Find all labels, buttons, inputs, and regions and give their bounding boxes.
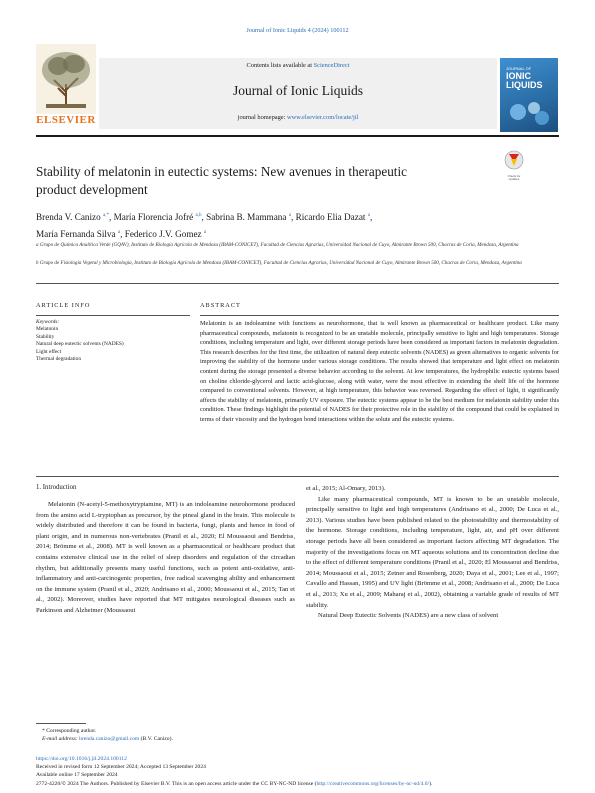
article-title [36, 163, 496, 198]
affiliation-b: b Grupo de Fisiología Vegetal y Microbiología, Instituto de Biología Agrícola de Mendoza (IBAM-CONICET), Facultad de Ciencias Agrarias, Universidad Nacional de Cuyo, Almirante Brown 500, Chacras de Coria, Mendoza, Argentina [36, 260, 522, 266]
abstract-heading: ABSTRACT [200, 302, 241, 309]
homepage-prefix: journal homepage: [237, 114, 288, 121]
article-info-rule [36, 315, 190, 316]
keyword: Melatonin [36, 326, 59, 333]
keyword: Stability [36, 333, 55, 340]
header-rule [36, 135, 559, 137]
section-heading-introduction: 1. Introduction [36, 484, 77, 491]
title-line-1: Stability of melatonin in eutectic systems: New avenues in therapeutic [36, 164, 407, 179]
email-suffix: (B.V. Canizo). [139, 736, 173, 743]
abstract-rule [200, 315, 559, 316]
article-history [36, 755, 559, 788]
license-line: 2772-4220/© 2024 The Authors. Published by Elsevier B.V. This is an open access article under the CC BY-NC-ND license (http://creativecommons.org/licenses/by-nc-nd/4.0/). [36, 780, 433, 787]
intro-paragraph-3: Natural Deep Eutectic Solvents (NADES) are a new class of solvent [318, 612, 499, 620]
doi-link[interactable]: https://doi.org/10.1016/j.jil.2024.100112 [36, 756, 127, 762]
check-for-updates-badge[interactable] [502, 150, 526, 182]
author[interactable]: Ricardo Elia Dazat $^a$ [295, 212, 371, 223]
journal-cover [500, 58, 558, 132]
license-link[interactable]: http://creativecommons.org/licenses/by-nc-nd/4.0/ [316, 780, 430, 787]
author[interactable]: Sabrina B. Mammana $^a$ [206, 212, 291, 223]
elsevier-logo [36, 44, 96, 126]
keyword: Natural deep eutectic solvents (NADES) [36, 341, 124, 348]
author[interactable]: María Fernanda Silva $^a$ [36, 229, 121, 240]
cover-line1: JOURNAL OF [506, 66, 532, 71]
homepage-line [99, 114, 497, 121]
footnote-rule [36, 723, 86, 724]
intro-paragraph-1: Melatonin (N-acetyl-5-methoxytryptamine, MT) is an indoleamine neurohormone produced from the amino acid L-tryptophan as precursor, by the pineal gland in the brain. This molecule is widely distributed and therefore it can be found in bacteria, fungi, plants and hence in food of plant origin, and in numerous non-vertebrates (Pranil et al., 2020; El Moussaoui and Bendriss, 2014; Brömme et al., 2008). MT is well known as a pharmaceutical or healthcare product that contains extensive clinical use in the relief of sleep disorders and regulation of the circadian rhythm, but additionally presents many useful functions, such as potent anti-oxidative, anti-inflammatory and anti-carcinogenic properties, free radical scavenging ability and enhancement on the immune system (Pranil et al., 2020; Andrisano et al., 2000; Moussaoui et al., 2015; Tan et al., 2002). Moreover, studies have reported that MT mitigates neurological diseases such as Parkinson and Alzheimer (Moussaoui [36, 501, 295, 614]
abstract-text: Melatonin is an indoleamine with functions as neurohormone, that is well known as pharmaceutical or healthcare product. Like many pharmaceutical compounds, melatonin is recognized to be an unstable molecule, principally sensitive to light and high temperatures. Storage conditions, including temperature and light, over different storage periods have been considered as important factors in melatonin degradation. This research describes for the first time, the utilization of natural deep eutectic solvents (NADES) as green alternatives to organic solvents for improving the stability of the hormone under various storage conditions. The results showed that temperature and light effect on melatonin content during the storage presented a diverse behavior according to the solvent. At low temperatures, the hydrophilic eutectic systems based on choline chloride-glycerol and lactic acid-glucose, along with water, were the most effective in extending the shelf life of the hormone compared to conventional solvents. However, at high temperature, this behavior was reversed. Regarding the effect of light, it significantly affects the stability of melatonin, primarily UV exposure. The eutectic systems appear to be the best medium for melatonin stability under this condition. These findings highlight the potential of NADES for their protective role in the stability of the compound that could be explained in terms of their viscosity and the hydrogen bond interactions within the solute and the eutectic systems. [200, 320, 559, 423]
corresponding-author-note: * Corresponding author. [42, 728, 97, 734]
author[interactable]: Federico J.V. Gomez $^a$ [124, 229, 207, 240]
affiliation-a: a Grupo de Química Analítica Verde (GQAV), Instituto de Biología Agrícola de Mendoza (IBAM-CONICET), Facultad de Ciencias Agrarias, Universidad Nacional de Cuyo, Almirante Brown 500, Chacras de Coria, Mendoza, Argentina [36, 242, 519, 248]
body-column-left [36, 500, 295, 617]
title-line-2: product development [36, 181, 148, 197]
intro-paragraph-2: Like many pharmaceutical compounds, MT is known to be an unstable molecule, principally sensitive to light and high temperatures (Andrisano et al., 2000; De Luca et al., 2013). Various studies have been published related to the photostability and thermostability of the hormone. Storage conditions, including temperature, light, air, and pH over different storage periods have all been considered as important factors affecting MT degradation. The majority of the investigations focus on MT aqueous solutions and its concentration decline due to the effect of different temperature conditions (Pranil et al., 2020; El Moussaoui and Bendriss, 2014; Moussaoui et al., 2015; Zetner and Rosenberg, 2020; Daya et al., 2001; Lee et al., 1997; Cavallo and Hassan, 1995) and UV light (Brömme et al., 2008; Andrisano et al., 2000; De Luca et al., 2013; Xu et al., 2009; Maharaj et al., 2002), obtaining a variable grade of results of MT stability. [306, 495, 560, 609]
elsevier-wordmark: ELSEVIER [36, 114, 96, 126]
footnote [36, 727, 296, 743]
keywords-label: Keywords: [36, 319, 60, 325]
affiliation-rule [36, 283, 559, 284]
keyword: Light effect [36, 348, 62, 355]
email-label: E-mail address: [42, 736, 80, 743]
available-date: Available online 17 September 2024 [36, 772, 118, 779]
homepage-link[interactable]: www.elsevier.com/locate/jil [287, 114, 359, 121]
cover-line2: IONIC [506, 71, 532, 81]
sciencedirect-link[interactable]: ScienceDirect [313, 62, 350, 69]
keywords-block [36, 319, 190, 363]
crossmark-icon [502, 150, 526, 170]
contents-line [99, 62, 497, 69]
body-column-right [306, 484, 559, 622]
journal-reference[interactable]: Journal of Ionic Liquids 4 (2024) 100112 [246, 27, 349, 34]
author-list: Brenda V. Canizo $^{a,*}$, María Florencia Jofré $^{a,b}$, Sabrina B. Mammana $^a$, Ricardo Elia Dazat $^a$, María Fernanda Silva $^a$, Federico J.V. Gomez $^a$ [36, 212, 373, 240]
email-link[interactable]: brenda.canizo@gmail.com [79, 736, 140, 743]
author[interactable]: Brenda V. Canizo $^{a,*}$ [36, 212, 110, 223]
article-info-heading: ARTICLE INFO [36, 302, 91, 309]
author[interactable]: María Florencia Jofré $^{a,b}$ [113, 212, 202, 223]
contents-prefix: Contents lists available at [246, 62, 314, 69]
abstract-bottom-rule [36, 476, 559, 477]
cover-line3: LIQUIDS [506, 80, 543, 90]
crossmark-label: Check for updates [507, 174, 521, 182]
journal-name: Journal of Ionic Liquids [232, 83, 364, 98]
cover-art-icon [504, 96, 554, 128]
received-date: Received in revised form 12 September 2024; Accepted 13 September 2024 [36, 764, 206, 771]
intro-continuation: et al., 2015; Al-Omary, 2013). [306, 485, 386, 492]
keyword: Thermal degradation [36, 356, 82, 363]
